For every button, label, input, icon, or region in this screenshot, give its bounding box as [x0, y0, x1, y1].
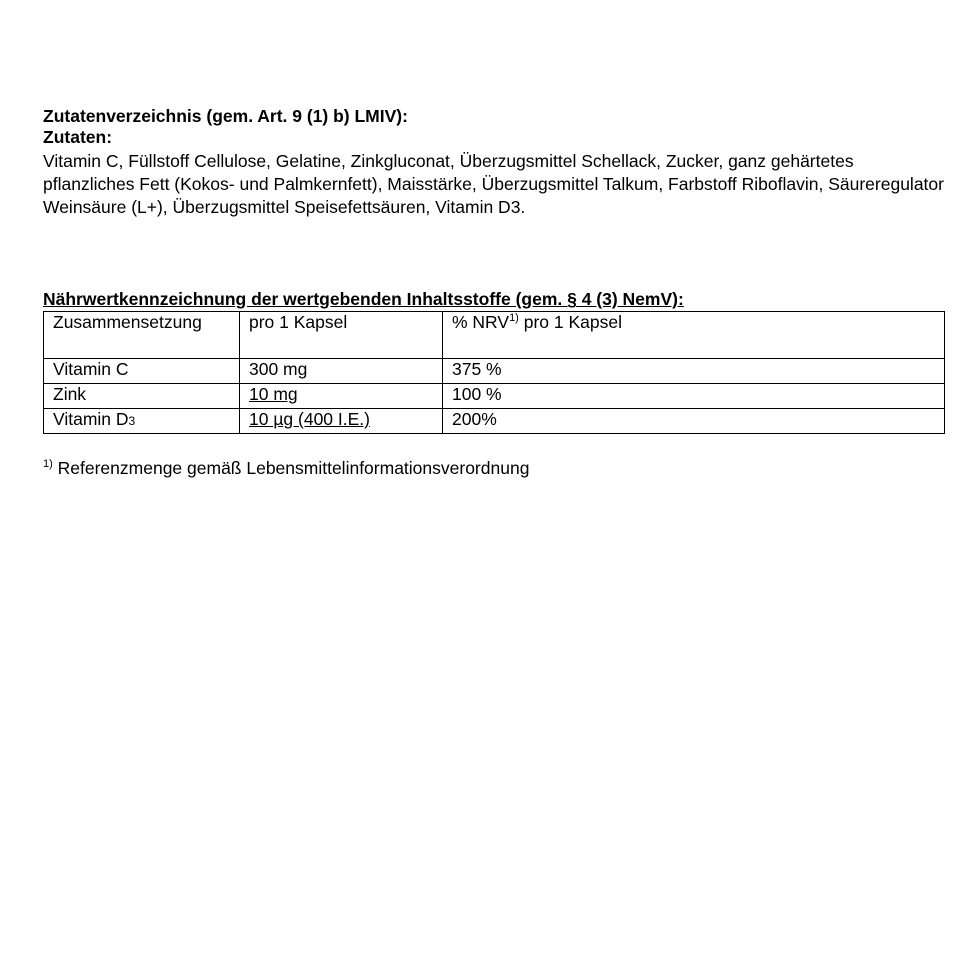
ingredients-list-text: Vitamin C, Füllstoff Cellulose, Gelatine, Zinkgluconat, Überzugsmittel Schellack, Zucker, ganz gehärtetes pflanzliches Fett (Kokos- und Palmkernfett), Maisstärke, Überzugsmittel Talkum, Farbstoff Riboflavin, Säureregulator Weinsäure (L+), Überzugsmittel Speisefettsäuren, Vitamin D3.: [43, 151, 944, 217]
row-name-text: Vitamin C: [53, 359, 129, 379]
row-nrv: 200%: [443, 409, 945, 434]
row-amount: [240, 384, 443, 409]
row-name-text: Vitamin D: [53, 409, 129, 429]
row-nrv: 100 %: [443, 384, 945, 409]
row-amount-text: 10 mg: [249, 384, 298, 404]
table-row: [44, 359, 945, 384]
ingredients-heading: Zutatenverzeichnis (gem. Art. 9 (1) b) LMIV):: [43, 106, 408, 126]
header-nrv-suffix: pro 1 Kapsel: [518, 312, 622, 332]
footnote-text: Referenzmenge gemäß Lebensmittelinformationsverordnung: [52, 458, 530, 478]
footnote: [43, 458, 529, 479]
row-name: [44, 409, 240, 434]
header-composition: Zusammensetzung: [44, 312, 240, 359]
row-name-text: Zink: [53, 384, 87, 404]
row-name: [44, 384, 240, 409]
header-nrv-footnote-marker: 1): [509, 312, 519, 325]
row-amount: [240, 409, 443, 434]
row-amount-text: 10 µg (400 I.E.): [249, 409, 370, 429]
row-amount: 300 mg: [240, 359, 443, 384]
header-nrv: [443, 312, 945, 359]
nutrition-table-title: Nährwertkennzeichnung der wertgebenden Inhaltsstoffe (gem. § 4 (3) NemV):: [43, 289, 684, 309]
nutrition-table-header-row: [44, 312, 945, 359]
document-page: [43, 106, 948, 478]
row-name: [44, 359, 240, 384]
table-row: [44, 384, 945, 409]
footnote-marker: 1): [43, 458, 53, 471]
row-name-subscript: 3: [128, 414, 136, 428]
header-per-capsule: pro 1 Kapsel: [240, 312, 443, 359]
table-row: [44, 409, 945, 434]
nutrition-table: [43, 311, 945, 434]
row-nrv: 375 %: [443, 359, 945, 384]
header-nrv-prefix: % NRV: [452, 312, 510, 332]
ingredients-subheading: Zutaten:: [43, 127, 113, 147]
